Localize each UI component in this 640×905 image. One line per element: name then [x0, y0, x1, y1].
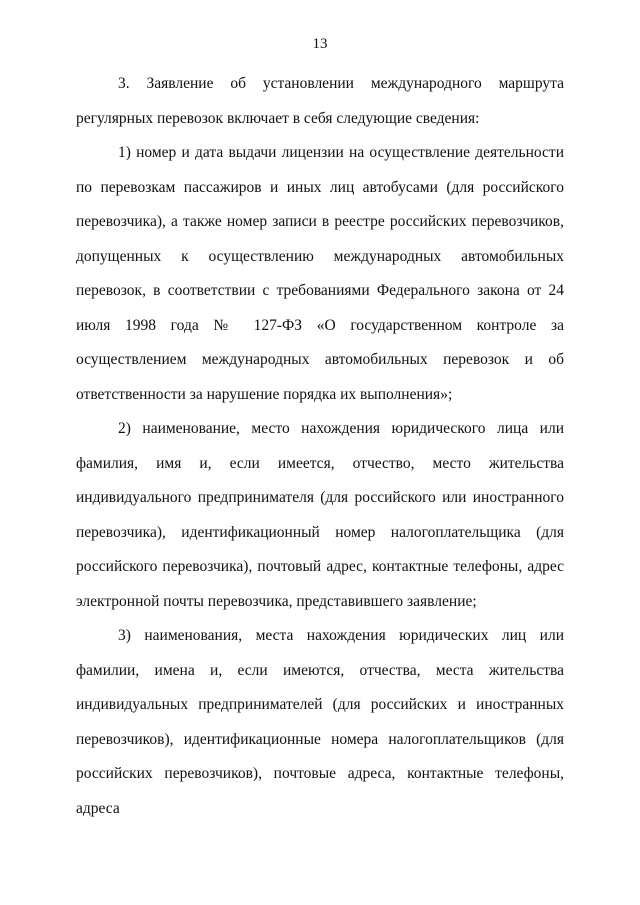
paragraph-3-intro: 3. Заявление об установлении международного маршрута регулярных перевозок включает в себя следующие сведения:: [76, 75, 564, 127]
page-number: 13: [312, 36, 328, 52]
document-body: [76, 67, 564, 826]
paragraph-item-2: 2) наименование, место нахождения юридического лица или фамилия, имя и, если имеется, отчество, место жительства индивидуального предпринимателя (для российского или иностранного перевозчика), идентификационный номер налогоплательщика (для российского перевозчика), почтовый адрес, контактные телефоны, адрес электронной почты перевозчика, представившего заявление;: [76, 420, 564, 610]
paragraph-item-3: 3) наименования, места нахождения юридических лиц или фамилии, имена и, если имеются, отчества, места жительства индивидуальных предпринимателей (для российских и иностранных перевозчиков), идентификационные номера налогоплательщиков (для российских перевозчиков), почтовые адреса, контактные телефоны, адреса: [76, 627, 564, 817]
paragraph-item-1: 1) номер и дата выдачи лицензии на осуществление деятельности по перевозкам пассажиров и иных лиц автобусами (для российского перевозчика), а также номер записи в реестре российских перевозчиков, допущенных к осуществлению международных автомобильных перевозок, в соответствии с требованиями Федерального закона от 24 июля 1998 года № 127-ФЗ «О государственном контроле за осуществлением международных автомобильных перевозок и об ответственности за нарушение порядка их выполнения»;: [76, 144, 564, 403]
